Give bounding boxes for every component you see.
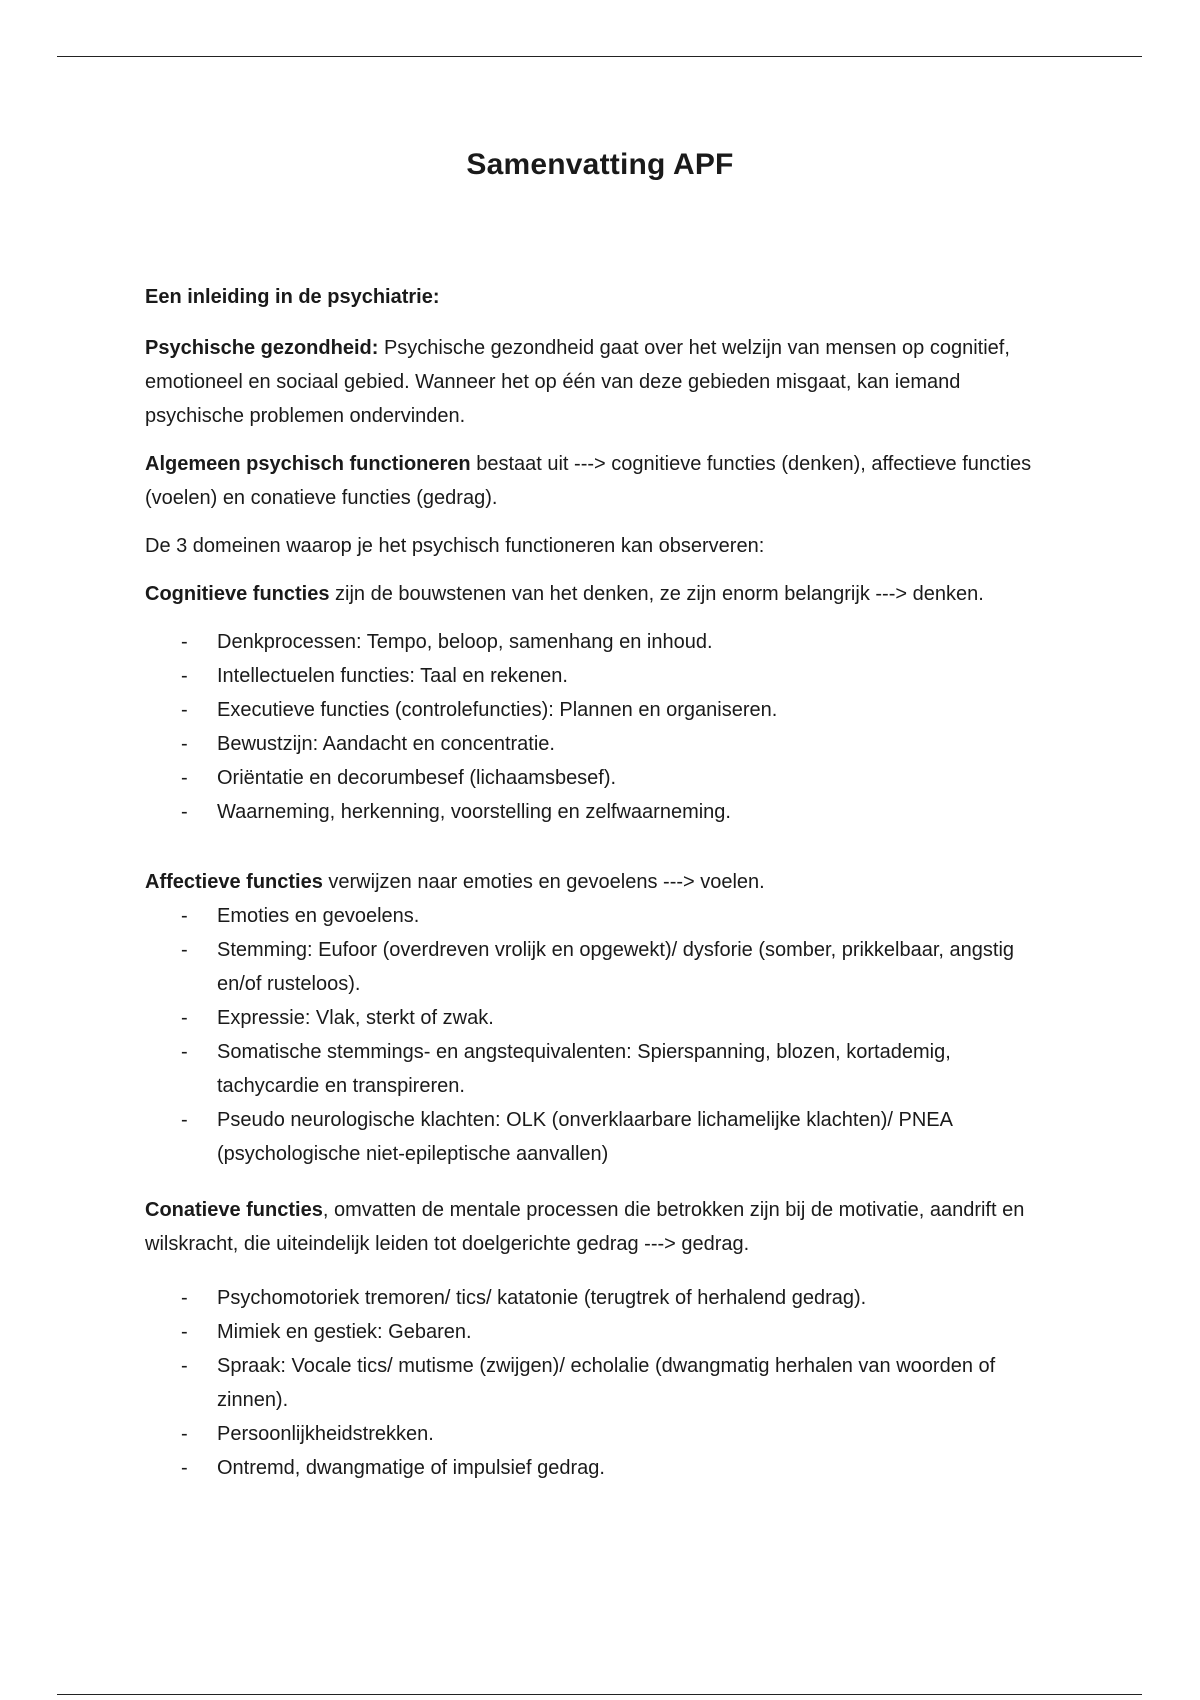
list-item: - Stemming: Eufoor (overdreven vrolijk en opgewekt)/ dysforie (somber, prikkelbaar, angstig en/of rusteloos). (145, 933, 1045, 1001)
affective-list (145, 899, 1045, 1171)
bottom-rule (57, 1694, 1142, 1695)
cognitive-label: Cognitieve functies (145, 583, 330, 605)
list-item: - Spraak: Vocale tics/ mutisme (zwijgen)/ echolalie (dwangmatig herhalen van woorden of zinnen). (145, 1349, 1045, 1417)
cognitive-list (145, 625, 1045, 829)
conative-list (145, 1281, 1045, 1485)
affective-label: Affectieve functies (145, 871, 323, 893)
list-item: - Somatische stemmings- en angstequivalenten: Spierspanning, blozen, kortademig, tachycardie en transpireren. (145, 1035, 1045, 1103)
cognitive-paragraph (145, 577, 1045, 611)
psych-health-label: Psychische gezondheid: (145, 337, 379, 359)
list-item: - Ontremd, dwangmatige of impulsief gedrag. (145, 1451, 1045, 1485)
list-item: - Psychomotoriek tremoren/ tics/ katatonie (terugtrek of herhalend gedrag). (145, 1281, 1045, 1315)
list-item: - Bewustzijn: Aandacht en concentratie. (145, 727, 1045, 761)
list-item: - Executieve functies (controlefuncties): Plannen en organiseren. (145, 693, 1045, 727)
cognitive-text: zijn de bouwstenen van het denken, ze zijn enorm belangrijk ---> denken. (329, 583, 984, 605)
general-paragraph (145, 447, 1045, 515)
list-item: - Oriëntatie en decorumbesef (lichaamsbesef). (145, 761, 1045, 795)
document-body (145, 280, 1045, 1485)
list-item: - Expressie: Vlak, sterkt of zwak. (145, 1001, 1045, 1035)
conative-label: Conatieve functies (145, 1199, 323, 1221)
psych-health-paragraph (145, 331, 1045, 433)
domains-intro: De 3 domeinen waarop je het psychisch functioneren kan observeren: (145, 535, 765, 557)
list-item: - Denkprocessen: Tempo, beloop, samenhang en inhoud. (145, 625, 1045, 659)
list-item: - Persoonlijkheidstrekken. (145, 1417, 1045, 1451)
affective-text: verwijzen naar emoties en gevoelens ---> voelen. (322, 871, 765, 893)
list-item: - Mimiek en gestiek: Gebaren. (145, 1315, 1045, 1349)
section-heading: Een inleiding in de psychiatrie: (145, 286, 440, 308)
general-text: bestaat uit ---> cognitieve functies (denken), affectieve functies (voelen) en conatieve functies (gedrag). (145, 453, 1032, 509)
conative-text: , omvatten de mentale processen die betrokken zijn bij de motivatie, aandrift en wilskracht, die uiteindelijk leiden tot doelgerichte gedrag ---> gedrag. (145, 1199, 1025, 1255)
list-item: - Waarneming, herkenning, voorstelling en zelfwaarneming. (145, 795, 1045, 829)
top-rule (57, 56, 1142, 57)
list-item: - Emoties en gevoelens. (145, 899, 1045, 933)
document-title: Samenvatting APF (466, 148, 734, 181)
list-item: - Pseudo neurologische klachten: OLK (onverklaarbare lichamelijke klachten)/ PNEA (psychologische niet-epileptische aanvallen) (145, 1103, 1045, 1171)
general-label: Algemeen psychisch functioneren (145, 453, 471, 475)
list-item: - Intellectuelen functies: Taal en rekenen. (145, 659, 1045, 693)
psych-health-text: Psychische gezondheid gaat over het welzijn van mensen op cognitief, emotioneel en sociaal gebied. Wanneer het op één van deze gebieden misgaat, kan iemand psychische problemen ondervinden. (145, 337, 1010, 427)
conative-paragraph (145, 1193, 1045, 1261)
affective-paragraph (145, 865, 1045, 899)
